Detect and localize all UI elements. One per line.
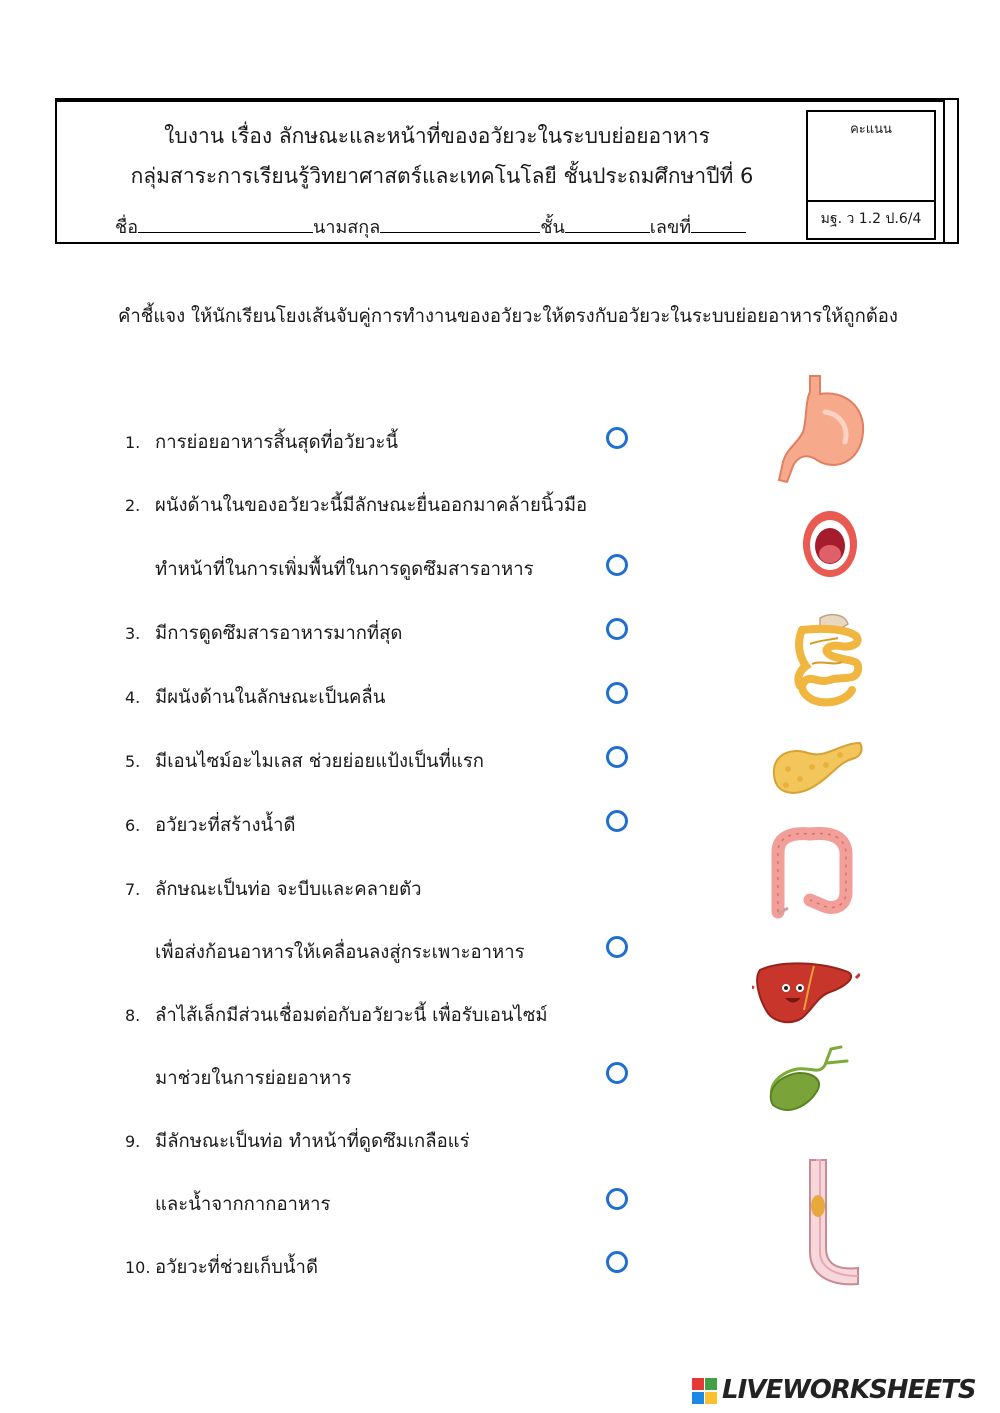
item-text: มีเอนไซม์อะไมเลส ช่วยย่อยแป้งเป็นที่แรก xyxy=(155,751,484,772)
standard-code: มฐ. ว 1.2 ป.6/4 xyxy=(820,211,922,227)
item-text: มาช่วยในการย่อยอาหาร xyxy=(155,1068,352,1089)
worksheet-subtitle: กลุ่มสาระการเรียนรู้วิทยาศาสตร์และเทคโนโลยี ชั้นประถมศึกษาปีที่ 6 xyxy=(130,164,754,188)
item-text: อวัยวะที่สร้างน้ำดี xyxy=(155,815,296,836)
item-number: 9. xyxy=(125,1132,141,1151)
item-text: ลำไส้เล็กมีส่วนเชื่อมต่อกับอวัยวะนี้ เพื่อรับเอนไซม์ xyxy=(155,1005,548,1026)
header-border-decoration xyxy=(945,98,959,244)
item-text: เพื่อส่งก้อนอาหารให้เคลื่อนลงสู่กระเพาะอาหาร xyxy=(155,942,525,963)
item-number: 6. xyxy=(125,816,141,835)
surname-label: นามสกุล xyxy=(313,217,381,238)
item-number: 2. xyxy=(125,496,141,515)
gallbladder-icon[interactable] xyxy=(765,1045,853,1117)
match-dot-4[interactable] xyxy=(606,682,628,704)
score-box xyxy=(806,110,936,240)
pancreas-icon[interactable] xyxy=(768,735,866,803)
match-dot-10[interactable] xyxy=(606,1251,628,1273)
item-text: ทำหน้าที่ในการเพิ่มพื้นที่ในการดูดซึมสารอาหาร xyxy=(155,559,534,580)
class-blank[interactable] xyxy=(565,216,650,233)
number-blank[interactable] xyxy=(691,216,746,233)
item-number: 3. xyxy=(125,624,141,643)
liveworksheets-logo-icon xyxy=(692,1378,718,1406)
item-text: ผนังด้านในของอวัยวะนี้มีลักษณะยื่นออกมาคล้ายนิ้วมือ xyxy=(155,495,588,516)
liver-icon[interactable] xyxy=(752,958,860,1026)
item-number: 5. xyxy=(125,752,141,771)
item-9-line2 xyxy=(155,1190,330,1219)
score-area xyxy=(808,112,934,202)
surname-blank[interactable] xyxy=(380,216,540,233)
score-label: คะแนน xyxy=(850,122,892,137)
name-label: ชื่อ xyxy=(115,217,139,238)
item-number: 7. xyxy=(125,880,141,899)
match-dot-8[interactable] xyxy=(606,1062,628,1084)
item-number: 8. xyxy=(125,1006,141,1025)
item-3 xyxy=(125,619,402,648)
item-number: 10. xyxy=(125,1258,151,1277)
match-dot-5[interactable] xyxy=(606,746,628,768)
worksheet-title: ใบงาน เรื่อง ลักษณะและหน้าที่ของอวัยวะในระบบย่อยอาหาร xyxy=(164,124,710,148)
student-info-line xyxy=(115,212,746,241)
name-blank[interactable] xyxy=(138,216,313,233)
item-text: ลักษณะเป็นท่อ จะบีบและคลายตัว xyxy=(155,879,422,900)
item-text: มีผนังด้านในลักษณะเป็นคลื่น xyxy=(155,687,386,708)
item-text: มีการดูดซึมสารอาหารมากที่สุด xyxy=(155,623,403,644)
item-8-line2 xyxy=(155,1064,351,1093)
item-number: 4. xyxy=(125,688,141,707)
item-9 xyxy=(125,1127,470,1156)
item-2 xyxy=(125,491,587,520)
match-dot-9[interactable] xyxy=(606,1188,628,1210)
item-7 xyxy=(125,875,422,904)
stomach-icon[interactable] xyxy=(775,372,870,487)
item-8 xyxy=(125,1001,548,1030)
item-4 xyxy=(125,683,385,712)
match-dot-6[interactable] xyxy=(606,810,628,832)
match-dot-1[interactable] xyxy=(606,427,628,449)
match-dot-7[interactable] xyxy=(606,936,628,958)
esophagus-icon[interactable] xyxy=(796,1158,862,1286)
item-text: อวัยวะที่ช่วยเก็บน้ำดี xyxy=(155,1257,318,1278)
item-10 xyxy=(125,1253,318,1282)
match-dot-2[interactable] xyxy=(606,554,628,576)
number-label: เลขที่ xyxy=(649,217,692,238)
large-intestine-icon[interactable] xyxy=(760,822,860,922)
item-text: และน้ำจากกากอาหาร xyxy=(155,1194,331,1215)
mouth-icon[interactable] xyxy=(800,508,860,580)
class-label: ชั้น xyxy=(540,217,565,238)
liveworksheets-brand: LIVEWORKSHEETS xyxy=(722,1375,976,1405)
instruction-text: คำชี้แจง ให้นักเรียนโยงเส้นจับคู่การทำงานของอวัยวะให้ตรงกับอวัยวะในระบบย่อยอาหารให้ถูกต้อง xyxy=(118,306,898,327)
item-text: การย่อยอาหารสิ้นสุดที่อวัยวะนี้ xyxy=(155,432,399,453)
item-1 xyxy=(125,428,398,457)
item-number: 1. xyxy=(125,433,141,452)
item-7-line2 xyxy=(155,938,525,967)
item-2-line2 xyxy=(155,555,534,584)
item-6 xyxy=(125,811,296,840)
item-5 xyxy=(125,747,484,776)
small-intestine-icon[interactable] xyxy=(790,610,865,710)
item-text: มีลักษณะเป็นท่อ ทำหน้าที่ดูดซึมเกลือแร่ xyxy=(155,1131,470,1152)
match-dot-3[interactable] xyxy=(606,618,628,640)
